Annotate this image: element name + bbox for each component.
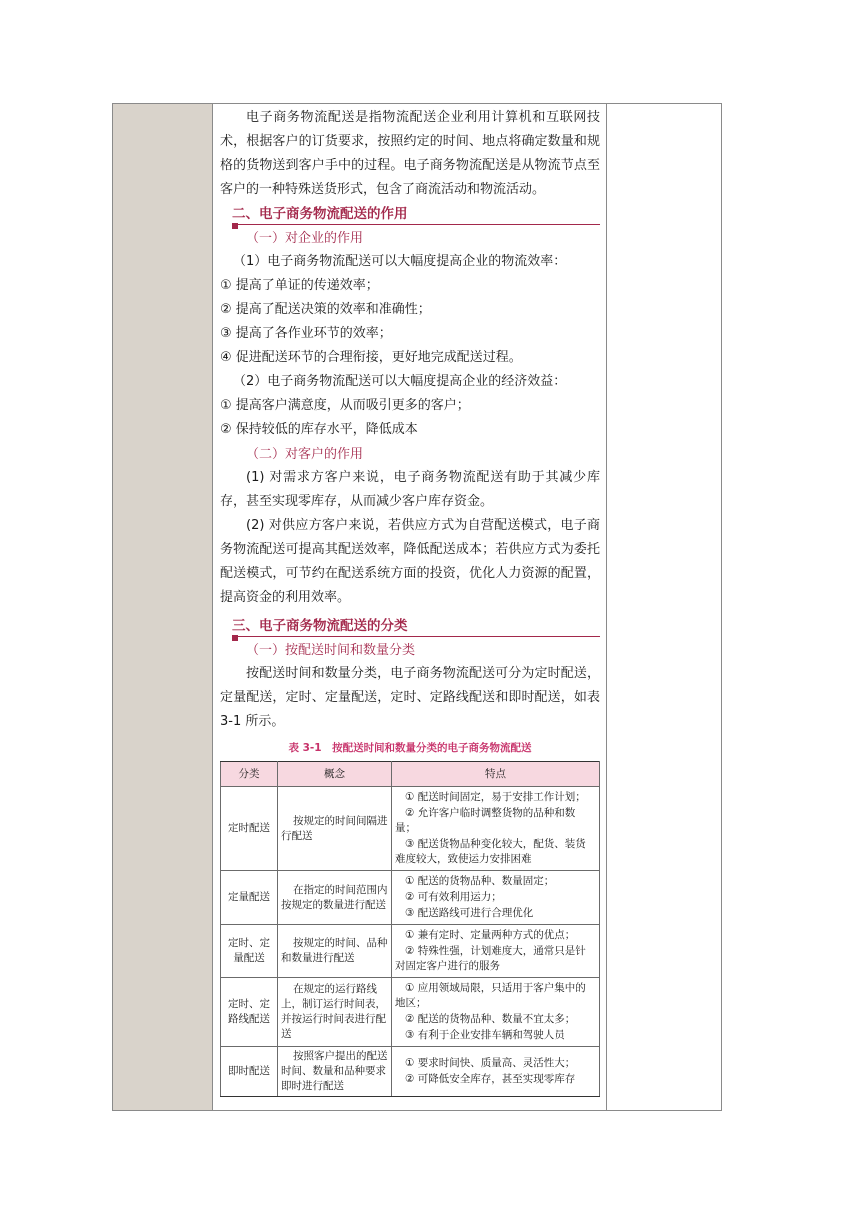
feature-item: ② 可有效利用运力； — [405, 891, 502, 903]
feature-item: ① 配送的货物品种、数量固定； — [405, 875, 555, 887]
table-row — [221, 1047, 600, 1097]
feature-item: ① 应用领域局限，只适用于客户集中的地区； — [395, 982, 586, 1009]
feature-item: ① 要求时间快、质量高、灵活性大； — [405, 1057, 576, 1069]
concept-cell: 在规定的运行路线上，制订运行时间表，并按运行时间表进行配送 — [278, 978, 392, 1047]
column-header: 概念 — [278, 762, 392, 787]
heading-marker-icon — [232, 635, 238, 641]
feature-item: ① 兼有定时、定量两种方式的优点； — [405, 929, 576, 941]
paragraph: （1）电子商务物流配送可以大幅度提高企业的物流效率： — [233, 254, 567, 269]
list-item: ① 提高了单证的传递效率； — [220, 278, 379, 293]
feature-item: ① 配送时间固定，易于安排工作计划； — [405, 791, 586, 803]
classification-table — [220, 761, 600, 1097]
concept-cell: 在指定的时间范围内按规定的数量进行配送 — [278, 871, 392, 925]
paragraph: (2) 对供应方客户来说，若供应方式为自营配送模式，电子商务物流配送可提高其配送效率，降低配送成本；若供应方式为委托配送模式，可节约在配送系统方面的投资，优化人力资源的配置，提高资金的利用效率。 — [220, 518, 600, 605]
list-item: ③ 提高了各作业环节的效率； — [220, 326, 392, 341]
paragraph: 按配送时间和数量分类，电子商务物流配送可分为定时配送，定量配送，定时、定量配送，定时、定路线配送和即时配送，如表 3-1 所示。 — [220, 666, 600, 729]
feature-item: ② 可降低安全库存，甚至实现零库存 — [405, 1073, 576, 1085]
features-cell — [392, 787, 600, 871]
concept-cell: 按规定的时间间隔进行配送 — [278, 787, 392, 871]
table-row — [221, 787, 600, 871]
intro-paragraph: 电子商务物流配送是指物流配送企业利用计算机和互联网技术，根据客户的订货要求，按照约定的时间、地点将确定数量和规格的货物送到客户手中的过程。电子商务物流配送是从物流节点至客户的一种特殊送货形式，包含了商流活动和物流活动。 — [220, 110, 600, 197]
concept-cell: 按照客户提出的配送时间、数量和品种要求即时进行配送 — [278, 1047, 392, 1097]
heading-marker-icon — [232, 223, 238, 229]
subsection-heading: （一）按配送时间和数量分类 — [246, 643, 416, 658]
table-row — [221, 978, 600, 1047]
column-header: 分类 — [221, 762, 278, 787]
features-cell — [392, 871, 600, 925]
concept-cell: 按规定的时间、品种和数量进行配送 — [278, 925, 392, 978]
category-cell: 定时、定量配送 — [221, 925, 278, 978]
list-item: ① 提高客户满意度，从而吸引更多的客户； — [220, 398, 470, 413]
feature-item: ③ 配送货物品种变化较大，配货、装货难度较大，致使运力安排困难 — [395, 838, 586, 865]
list-item: ④ 促进配送环节的合理衔接，更好地完成配送过程。 — [220, 350, 522, 365]
subsection-heading: （二）对客户的作用 — [246, 447, 364, 462]
category-cell: 定时、定路线配送 — [221, 978, 278, 1047]
table-row — [221, 925, 600, 978]
section-heading: 二、电子商务物流配送的作用 — [220, 204, 600, 224]
table-caption: 表 3-1 按配送时间和数量分类的电子商务物流配送 — [288, 742, 532, 754]
table-row — [221, 871, 600, 925]
category-cell: 即时配送 — [221, 1047, 278, 1097]
list-item: ② 提高了配送决策的效率和准确性； — [220, 302, 431, 317]
subsection-heading: （一）对企业的作用 — [246, 231, 364, 246]
feature-item: ② 配送的货物品种、数量不宜太多； — [405, 1013, 576, 1025]
paragraph: （2）电子商务物流配送可以大幅度提高企业的经济效益： — [233, 374, 567, 389]
list-item: ② 保持较低的库存水平，降低成本 — [220, 422, 418, 437]
column-header: 特点 — [392, 762, 600, 787]
section-heading: 三、电子商务物流配送的分类 — [220, 616, 600, 636]
category-cell: 定时配送 — [221, 787, 278, 871]
category-cell: 定量配送 — [221, 871, 278, 925]
main-content — [220, 106, 600, 1097]
right-notes-column — [606, 104, 721, 1110]
left-margin-column — [113, 104, 213, 1110]
paragraph: (1) 对需求方客户来说，电子商务物流配送有助于其减少库存，甚至实现零库存，从而减少客户库存资金。 — [220, 470, 600, 509]
features-cell — [392, 925, 600, 978]
feature-item: ③ 配送路线可进行合理优化 — [405, 907, 534, 919]
features-cell — [392, 978, 600, 1047]
feature-item: ② 允许客户临时调整货物的品种和数量； — [395, 807, 576, 834]
features-cell — [392, 1047, 600, 1097]
feature-item: ③ 有利于企业安排车辆和驾驶人员 — [405, 1029, 565, 1041]
feature-item: ② 特殊性强，计划难度大，通常只是针对固定客户进行的服务 — [395, 945, 586, 972]
table-header-row — [221, 762, 600, 787]
